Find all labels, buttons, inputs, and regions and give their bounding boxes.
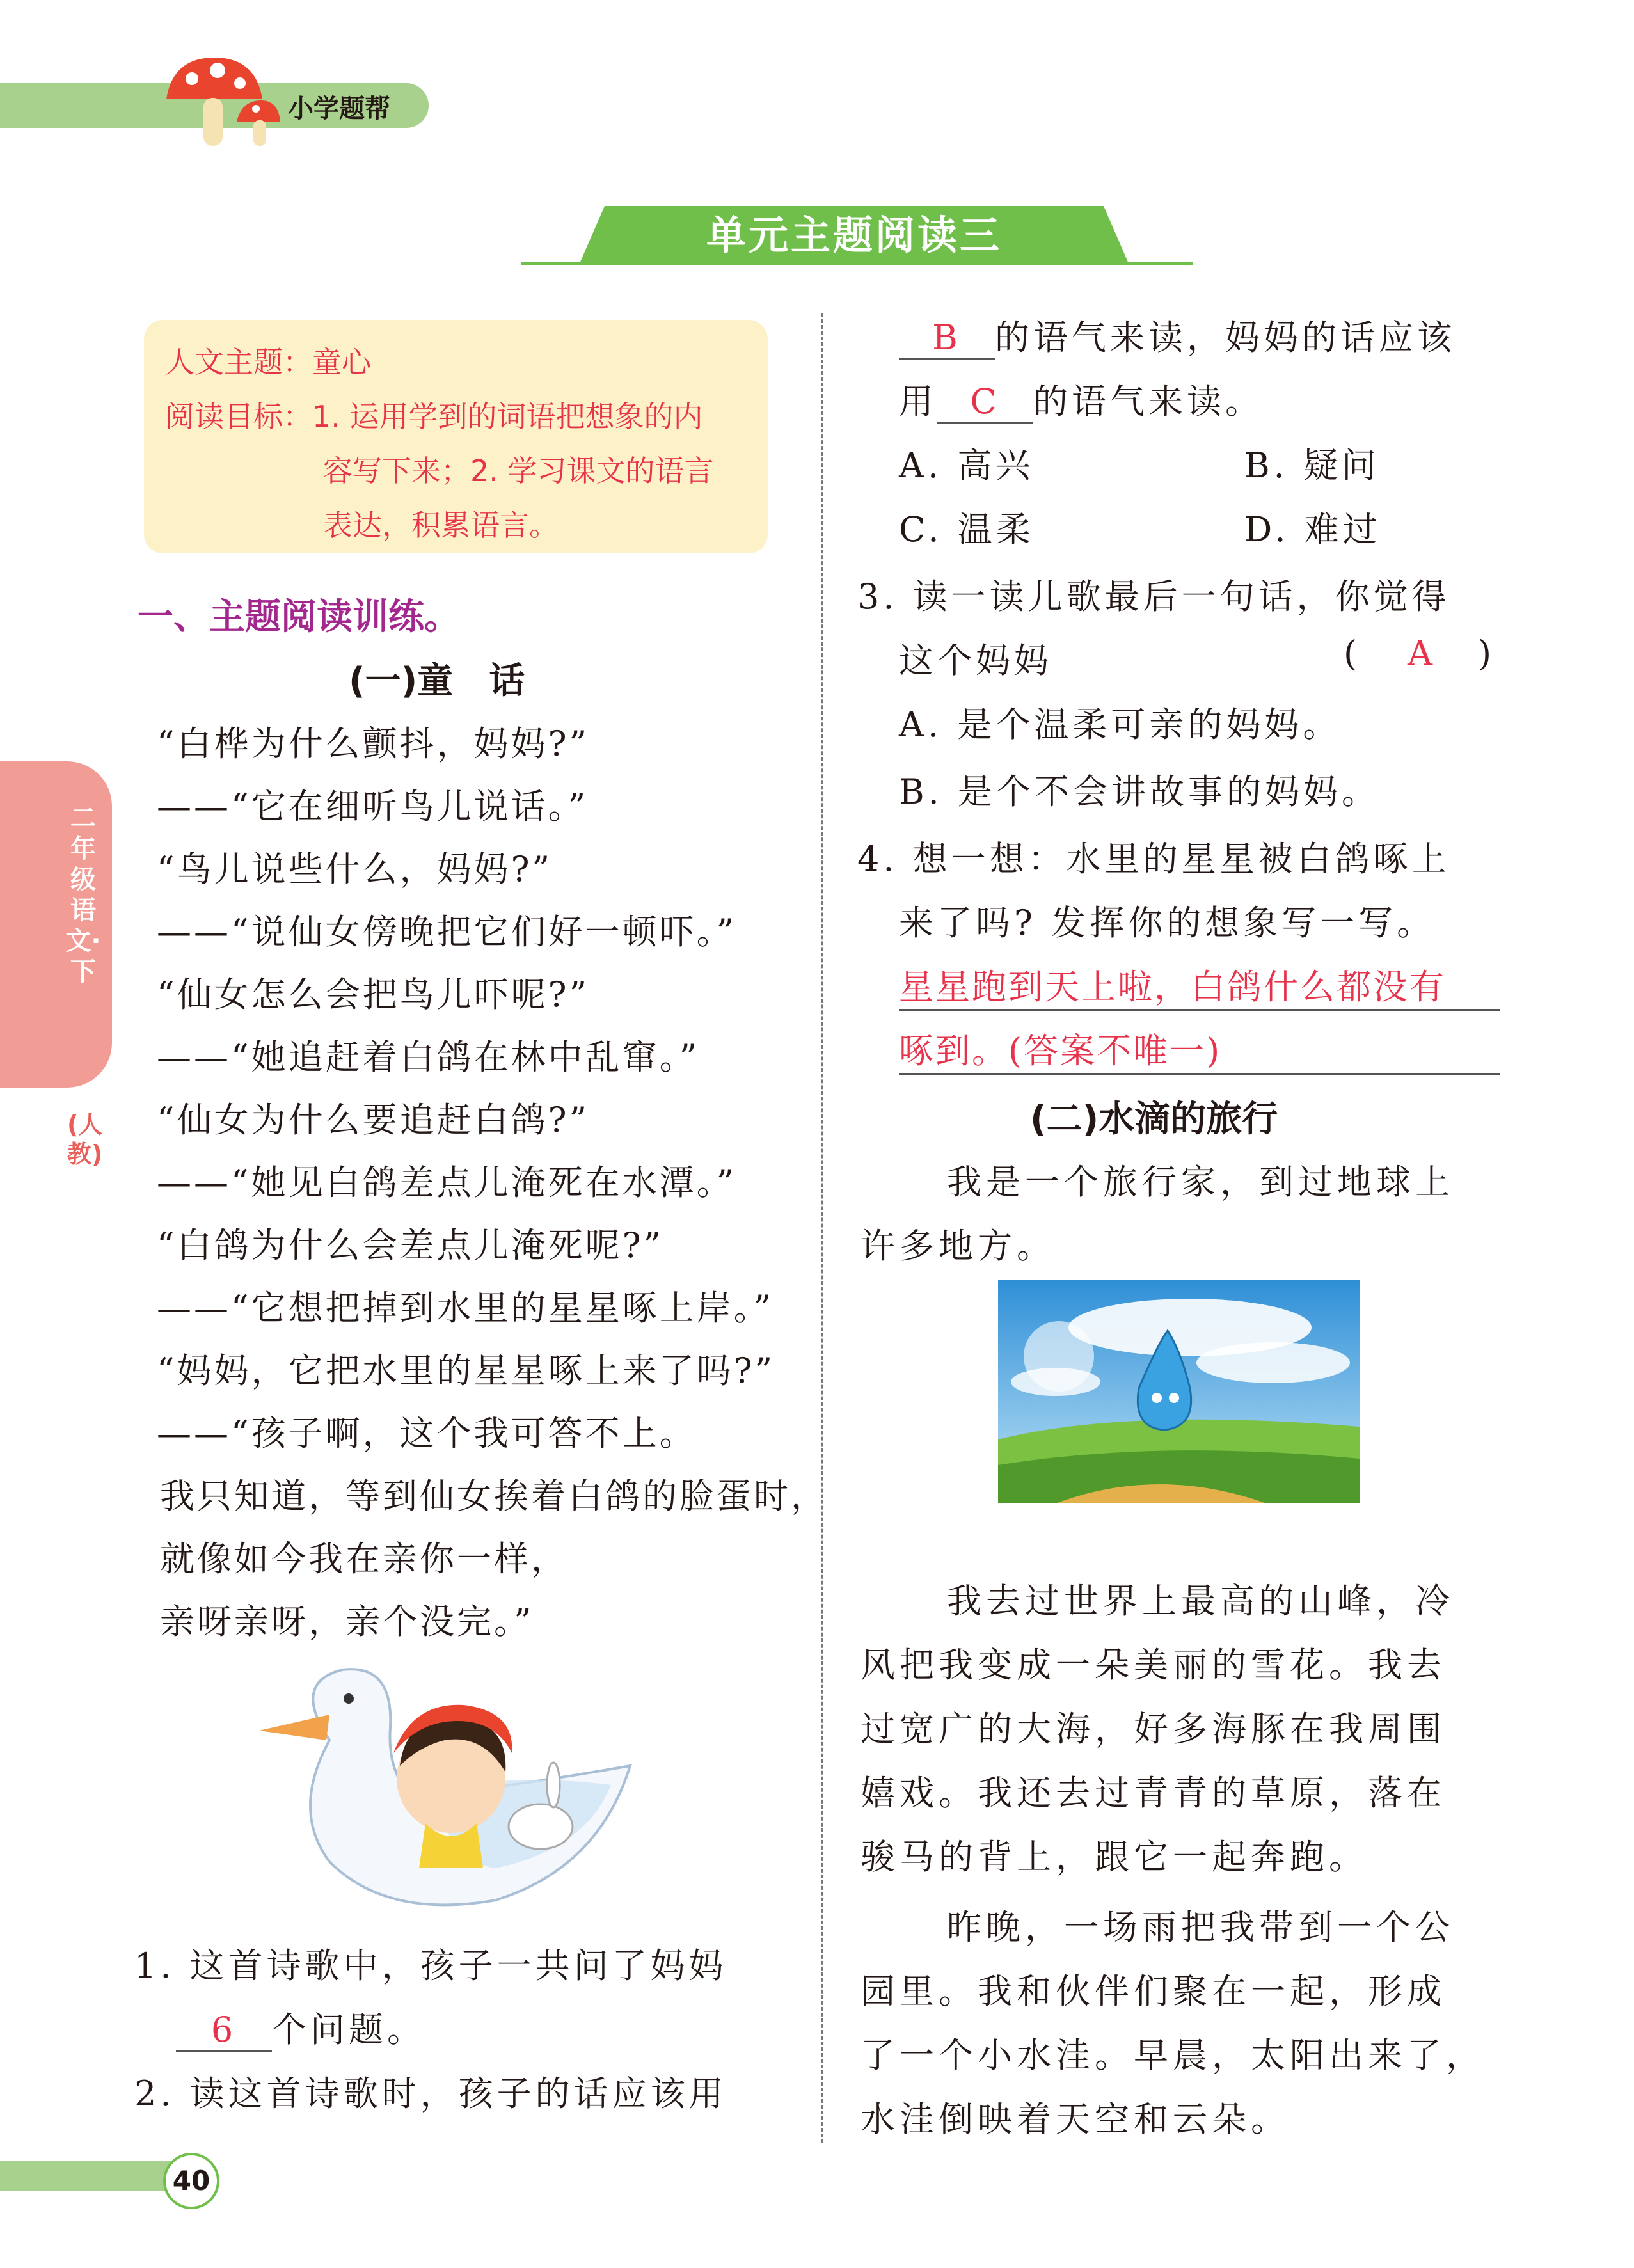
q3-text-b: 这个妈妈 — [899, 640, 1052, 681]
poem-line: ——“她追赶着白鸽在林中乱窜。” — [157, 1037, 700, 1077]
q3-option-b: B. 是个不会讲故事的妈妈。 — [899, 772, 1381, 812]
q4-answer-1: 星星跑到天上啦，白鸽什么都没有 — [899, 960, 1500, 1011]
poem-line: “仙女怎么会把鸟儿吓呢?” — [157, 974, 590, 1015]
poem-line: 就像如今我在亲你一样， — [160, 1539, 568, 1579]
side-tab-edition: (人教) — [67, 1111, 103, 1168]
q1-answer-line — [176, 2002, 425, 2052]
story-line: 水洼倒映着天空和云朵。 — [861, 2099, 1290, 2139]
poem-line: ——“孩子啊，这个我可答不上。 — [157, 1413, 697, 1454]
poem-line: ——“它在细听鸟儿说话。” — [157, 786, 589, 827]
page-number: 40 — [163, 2153, 219, 2209]
poem-line: ——“说仙女傍晚把它们好一顿吓。” — [157, 912, 737, 952]
story-line: 嬉戏。我还去过青青的草原，落在 — [861, 1773, 1446, 1813]
q2-option-c: C. 温柔 — [899, 509, 1035, 550]
poem-line: “白鸽为什么会差点儿淹死呢?” — [157, 1225, 664, 1265]
q1-answer: 6 — [176, 2010, 272, 2052]
q2-text: 2. 读这首诗歌时，孩子的话应该用 — [134, 2074, 727, 2114]
side-tab-grade: 二年级语文·下 — [65, 804, 101, 987]
q2-line-3 — [899, 374, 1264, 424]
q4-text: 4. 想一想：水里的星星被白鸽啄上 — [857, 839, 1450, 879]
poem-line: 亲呀亲呀，亲个没完。” — [160, 1601, 534, 1642]
q2-answer-2: C — [937, 381, 1033, 424]
q3-option-a: A. 是个温柔可亲的妈妈。 — [899, 704, 1342, 745]
q4-answer-2: 啄到。(答案不唯一) — [899, 1024, 1500, 1075]
q2-text-c: 用 — [899, 381, 937, 422]
q2-line-2 — [899, 310, 1456, 360]
q4-text-b: 来了吗? 发挥你的想象写一写。 — [899, 903, 1436, 943]
mushroom-icon — [160, 54, 282, 150]
page-title: 单元主题阅读三 — [706, 212, 1002, 258]
story-title: (二)水滴的旅行 — [1030, 1098, 1278, 1140]
theme-line-2: 阅读目标：1. 运用学到的词语把想象的内 — [165, 399, 703, 434]
poem-line: “仙女为什么要追赶白鸽?” — [157, 1100, 590, 1140]
story-line: 了一个小水洼。早晨，太阳出来了， — [861, 2035, 1485, 2075]
q2-answer-1: B — [899, 317, 995, 360]
story-line: 风把我变成一朵美丽的雪花。我去 — [861, 1645, 1446, 1685]
brand-name: 小学题帮 — [288, 94, 390, 123]
q2-text-d: 的语气来读。 — [1033, 381, 1264, 422]
story-line: 骏马的背上，跟它一起奔跑。 — [861, 1837, 1368, 1877]
water-drop-illustration — [998, 1280, 1360, 1503]
poem-title: (一)童 话 — [349, 660, 525, 702]
goose-girl-illustration — [253, 1657, 649, 1919]
story-line: 我去过世界上最高的山峰，冷 — [947, 1581, 1454, 1621]
column-divider — [821, 313, 823, 2143]
story-line: 过宽广的大海，好多海豚在我周围 — [861, 1709, 1446, 1749]
theme-line-1: 人文主题：童心 — [165, 345, 371, 379]
story-line: 园里。我和伙伴们聚在一起，形成 — [861, 1971, 1446, 2011]
q2-text-b: 的语气来读，妈妈的话应该 — [995, 317, 1456, 358]
q1-text-b: 个问题。 — [272, 2010, 425, 2050]
q2-option-d: D. 难过 — [1244, 509, 1381, 550]
poem-line: ——“它想把掉到水里的星星啄上岸。” — [157, 1288, 774, 1328]
story-line: 我是一个旅行家，到过地球上 — [947, 1162, 1454, 1202]
q2-option-b: B. 疑问 — [1244, 445, 1381, 486]
story-line: 许多地方。 — [861, 1226, 1056, 1266]
theme-line-3: 容写下来；2. 学习课文的语言 — [323, 454, 714, 488]
q3-paren-open: ( — [1344, 633, 1361, 674]
poem-line: 我只知道，等到仙女挨着白鸽的脸蛋时， — [160, 1476, 828, 1516]
poem-line: “鸟儿说些什么，妈妈?” — [157, 849, 553, 889]
footer-band — [0, 2161, 186, 2191]
q3-paren-close: ) — [1478, 633, 1496, 674]
q3-text: 3. 读一读儿歌最后一句话，你觉得 — [857, 576, 1450, 617]
poem-line: ——“她见白鸽差点儿淹死在水潭。” — [157, 1162, 737, 1203]
section-heading: 一、主题阅读训练。 — [138, 596, 460, 638]
q3-answer: A — [1408, 633, 1436, 674]
q1-text: 1. 这首诗歌中，孩子一共问了妈妈 — [134, 1946, 727, 1986]
poem-line: “白桦为什么颤抖，妈妈?” — [157, 724, 590, 764]
poem-line: “妈妈，它把水里的星星啄上来了吗?” — [157, 1351, 775, 1391]
q2-option-a: A. 高兴 — [899, 445, 1035, 486]
theme-line-4: 表达，积累语言。 — [323, 508, 559, 543]
story-line: 昨晚，一场雨把我带到一个公 — [947, 1907, 1454, 1947]
